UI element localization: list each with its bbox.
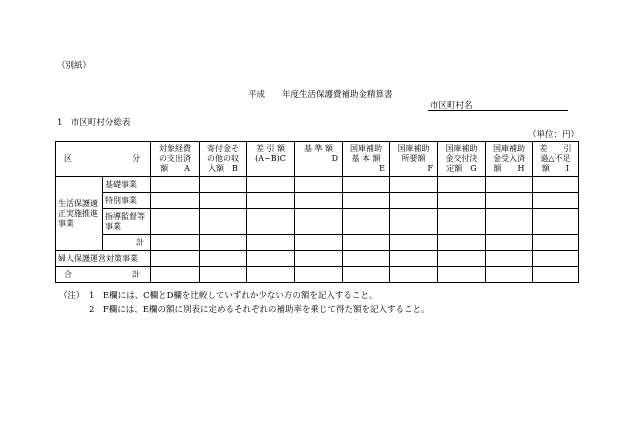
data-cell[interactable] [533,177,579,193]
group-label-line2: 正実施推進 [58,208,98,218]
document-title: 平成 年度生活保護費補助金精算書 [248,90,393,100]
data-cell[interactable] [486,209,533,235]
data-cell[interactable] [200,251,247,267]
data-cell[interactable] [533,251,579,267]
note-1: 1 E欄には、C欄とD欄を比較していずれか少ない方の額を記入すること。 [89,291,378,301]
data-cell[interactable] [200,267,247,283]
data-cell[interactable] [295,193,343,209]
table-row [56,235,579,251]
unit-label: （単位：円） [528,130,580,140]
data-cell[interactable] [343,267,390,283]
table-row [56,177,579,193]
data-cell[interactable] [247,235,295,251]
data-cell[interactable] [390,267,438,283]
group-label-line3: 事業 [58,218,74,228]
data-cell[interactable] [438,209,486,235]
annex-label: （別紙） [57,61,92,71]
row-label-subtotal: 計 [103,235,151,251]
data-cell[interactable] [390,209,438,235]
data-cell[interactable] [247,267,295,283]
row-label-women-protection: 婦人保護運営対策事業 [56,251,151,267]
col-header-c-line2: (A−B)C [255,154,286,163]
table-row [56,267,579,283]
data-cell[interactable] [438,235,486,251]
total-left: 合 [64,269,72,279]
kubun-left: 区 [64,154,72,163]
data-cell[interactable] [247,193,295,209]
row-label-supervision [103,209,151,235]
data-cell[interactable] [343,251,390,267]
col-header-h-line2: 金受入済 [493,154,525,163]
col-header-g-line3: 定額 G [446,164,477,173]
data-cell[interactable] [200,235,247,251]
data-cell[interactable] [438,193,486,209]
col-header-a [151,142,200,177]
data-cell[interactable] [486,267,533,283]
col-header-i [533,142,579,177]
col-header-e-line3: E [379,164,385,173]
col-header-i-line2: 過△不足 [540,154,571,163]
data-cell[interactable] [533,209,579,235]
data-cell[interactable] [247,251,295,267]
total-right: 計 [132,269,140,279]
data-cell[interactable] [151,209,200,235]
col-header-b-line3: 入額 B [208,164,238,173]
data-cell[interactable] [486,193,533,209]
data-cell[interactable] [151,235,200,251]
row-label-supervision-line2: 事業 [105,221,121,231]
col-header-a-line2: の支出済 [159,154,191,163]
table-row [56,209,579,235]
col-header-g-line2: 金交付決 [445,154,478,163]
group-label-cell [56,177,103,251]
col-header-h-line3: 額 H [493,164,525,173]
data-cell[interactable] [343,209,390,235]
col-header-b-line1: 寄付金そ [207,144,239,153]
row-label-supervision-line1: 指導監督等 [105,211,145,221]
data-cell[interactable] [151,193,200,209]
data-cell[interactable] [486,251,533,267]
table-row [56,193,579,209]
col-header-d [295,142,343,177]
data-cell[interactable] [533,193,579,209]
data-cell[interactable] [533,267,579,283]
header-row [56,142,579,177]
data-cell[interactable] [200,209,247,235]
col-header-f-line2: 所要額 [401,154,426,163]
col-header-b [200,142,247,177]
data-cell[interactable] [295,209,343,235]
col-header-a-line3: 額 A [160,164,190,173]
municipality-name-label: 市区町村名 [430,101,473,111]
data-cell[interactable] [151,251,200,267]
data-cell[interactable] [343,193,390,209]
data-cell[interactable] [247,177,295,193]
col-header-f [390,142,438,177]
col-header-e-line2: 基 本 額 [351,154,381,163]
data-cell[interactable] [295,251,343,267]
section-title: 1 市区町村分総表 [57,118,131,128]
data-cell[interactable] [438,251,486,267]
data-cell[interactable] [486,177,533,193]
group-label-line1: 生活保護適 [58,198,98,208]
col-header-f-line3: F [427,164,433,173]
row-label-basic: 基礎事業 [103,177,151,193]
data-cell[interactable] [533,235,579,251]
data-cell[interactable] [343,177,390,193]
data-cell[interactable] [438,177,486,193]
data-cell[interactable] [390,235,438,251]
col-header-a-line1: 対象経費 [159,144,191,153]
notes-prefix: （注） [59,291,85,301]
col-header-g [438,142,486,177]
col-header-i-line1: 差 引 [539,144,572,153]
data-cell[interactable] [486,235,533,251]
row-label-special: 特別事業 [103,193,151,209]
col-header-c [247,142,295,177]
data-cell[interactable] [295,235,343,251]
col-header-e [343,142,390,177]
col-header-c-line1: 差 引 額 [255,144,286,153]
settlement-summary-table [55,141,579,283]
col-header-h [486,142,533,177]
data-cell[interactable] [390,251,438,267]
data-cell[interactable] [151,267,200,283]
data-cell[interactable] [343,235,390,251]
col-header-d-line2: D [331,154,338,163]
col-header-h-line1: 国庫補助 [493,144,525,153]
table-row [56,251,579,267]
col-header-d-line1: 基 準 額 [303,144,334,153]
data-cell[interactable] [390,177,438,193]
data-cell[interactable] [200,177,247,193]
col-header-e-line1: 国庫補助 [350,144,382,153]
note-2: 2 F欄には、E欄の額に別表に定めるそれぞれの補助率を乗じて得た額を記入すること。 [89,305,430,315]
col-header-i-line3: 額 I [541,164,570,173]
data-cell[interactable] [247,209,295,235]
col-header-b-line2: の他の収 [207,154,239,163]
col-header-g-line1: 国庫補助 [445,144,478,153]
data-cell[interactable] [295,177,343,193]
col-header-f-line1: 国庫補助 [397,144,430,153]
data-cell[interactable] [438,267,486,283]
data-cell[interactable] [200,193,247,209]
kubun-right: 分 [132,154,140,163]
data-cell[interactable] [295,267,343,283]
kubun-header [56,142,151,177]
municipality-name-underline [428,110,568,111]
data-cell[interactable] [390,193,438,209]
row-label-total [56,267,151,283]
data-cell[interactable] [151,177,200,193]
